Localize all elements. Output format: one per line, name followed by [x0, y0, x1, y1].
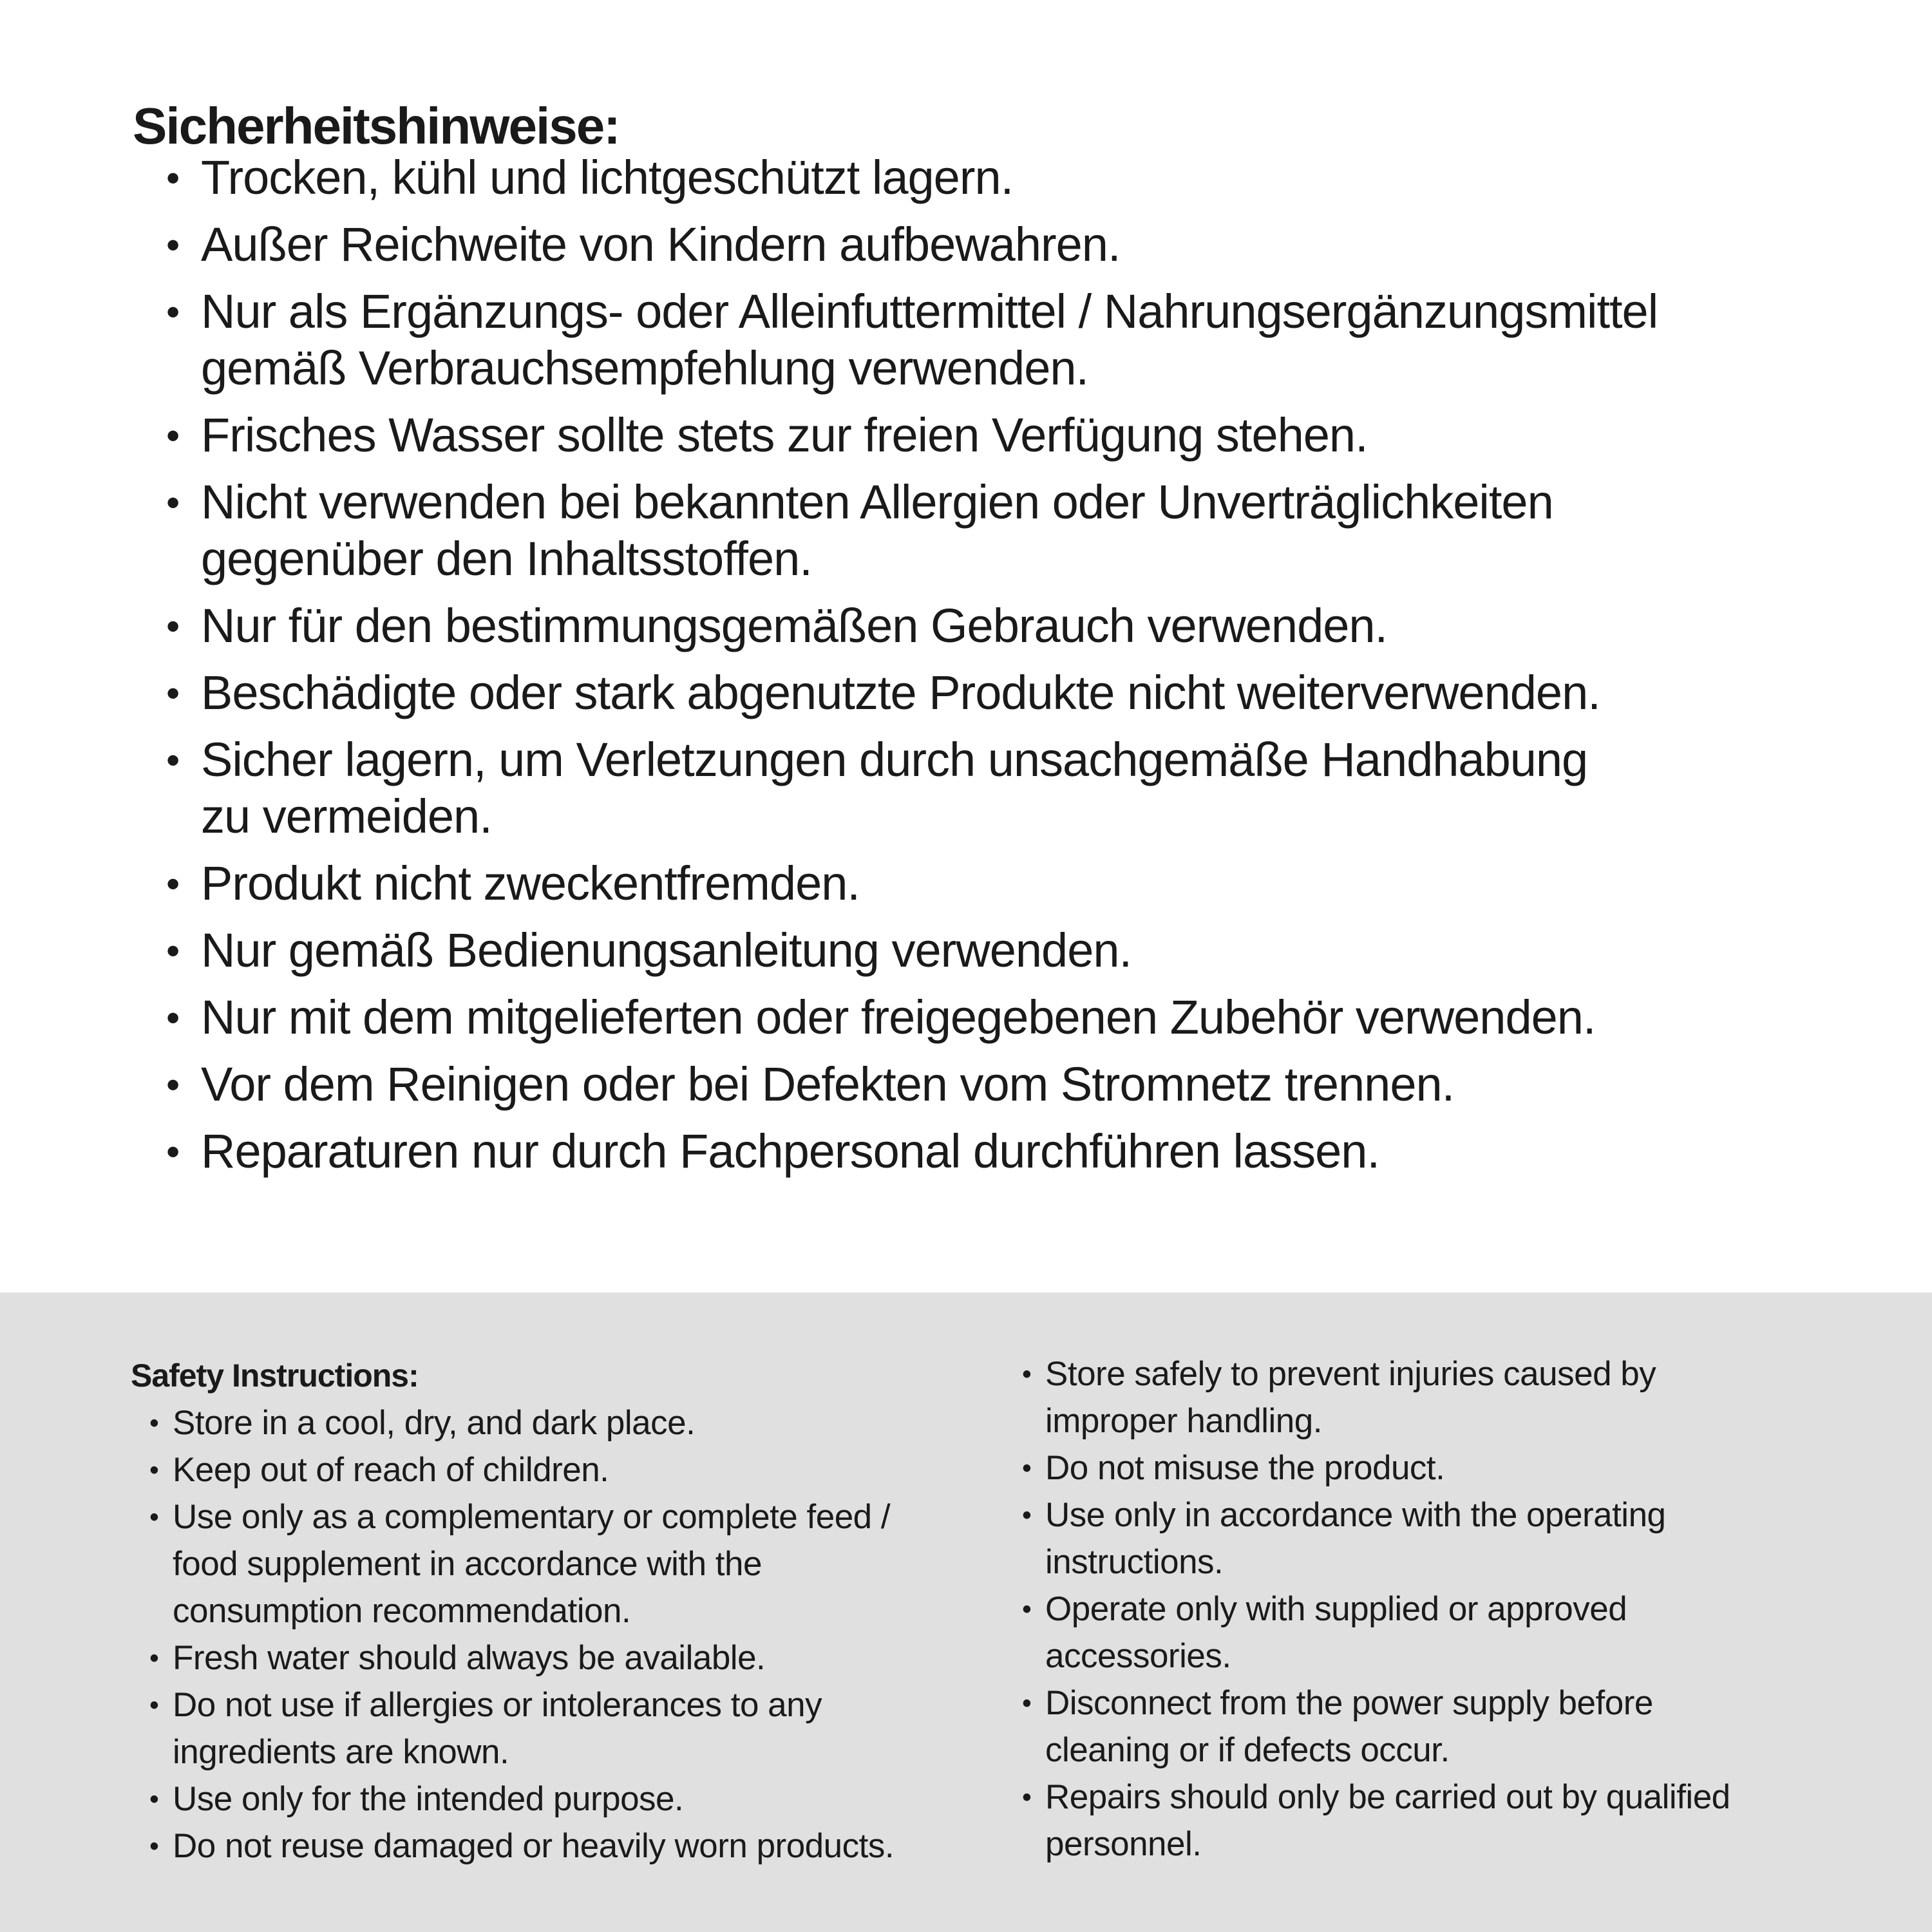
list-item	[201, 216, 1658, 273]
list-item	[201, 283, 1658, 397]
bullet-line: • Nur gemäß Bedienungsanleitung verwenden.	[201, 922, 1658, 979]
bullet-line: • Sicher lagern, um Verletzungen durch unsachgemäße Handhabung	[201, 732, 1658, 788]
bullet-line: • Frisches Wasser sollte stets zur freien Verfügung stehen.	[201, 407, 1658, 464]
list-item	[201, 922, 1658, 979]
wrapped-line: cleaning or if defects occur.	[1045, 1731, 1450, 1769]
wrapped-line: gemäß Verbrauchsempfehlung verwenden.	[201, 341, 1089, 395]
bullet-line: • Keep out of reach of children.	[173, 1446, 894, 1493]
list-item	[173, 1681, 894, 1776]
bullet-line: • Use only for the intended purpose.	[173, 1776, 894, 1823]
list-item	[201, 149, 1658, 206]
bullet-line: • Store safely to prevent injuries caused by	[1045, 1350, 1730, 1397]
bullet-line: • Store in a cool, dry, and dark place.	[173, 1399, 894, 1446]
list-item	[201, 474, 1658, 587]
list-item	[201, 665, 1658, 721]
bullet-line: • Repairs should only be carried out by qualified	[1045, 1774, 1730, 1821]
list-item	[201, 732, 1658, 845]
bullet-line: • Nicht verwenden bei bekannten Allergien oder Unverträglichkeiten	[201, 474, 1658, 531]
english-left-column	[131, 1352, 895, 1870]
list-item	[1045, 1680, 1730, 1774]
german-bullet-list	[201, 149, 1658, 1190]
bullet-line: • Produkt nicht zweckentfremden.	[201, 855, 1658, 912]
bullet-line: • Use only as a complementary or complete feed /	[173, 1493, 894, 1540]
bullet-line: • Do not use if allergies or intolerances to any	[173, 1681, 894, 1728]
list-item	[201, 989, 1658, 1046]
english-heading: Safety Instructions:	[131, 1358, 419, 1394]
list-item	[201, 1123, 1658, 1180]
wrapped-line: instructions.	[1045, 1543, 1224, 1581]
german-heading: Sicherheitshinweise:	[133, 97, 620, 155]
list-item	[173, 1446, 894, 1493]
bullet-line: • Außer Reichweite von Kindern aufbewahren.	[201, 216, 1658, 273]
bullet-line: • Reparaturen nur durch Fachpersonal durchführen lassen.	[201, 1123, 1658, 1180]
list-item	[201, 407, 1658, 464]
wrapped-line: consumption recommendation.	[173, 1592, 631, 1630]
list-item	[1045, 1492, 1730, 1586]
bullet-line: • Trocken, kühl und lichtgeschützt lagern.	[201, 149, 1658, 206]
wrapped-line: ingredients are known.	[173, 1733, 509, 1771]
bullet-line: • Do not misuse the product.	[1045, 1444, 1730, 1492]
bullet-line: • Fresh water should always be available.	[173, 1634, 894, 1681]
wrapped-line: zu vermeiden.	[201, 790, 492, 843]
bullet-line: • Nur als Ergänzungs- oder Alleinfuttermittel / Nahrungsergänzungsmittel	[201, 283, 1658, 340]
bullet-line: • Do not reuse damaged or heavily worn products.	[173, 1823, 894, 1870]
list-item	[173, 1823, 894, 1870]
list-item	[173, 1634, 894, 1681]
wrapped-line: food supplement in accordance with the	[173, 1545, 762, 1583]
wrapped-line: accessories.	[1045, 1637, 1231, 1675]
bullet-line: • Disconnect from the power supply before	[1045, 1680, 1730, 1727]
english-right-column	[1045, 1350, 1730, 1868]
bullet-line: • Vor dem Reinigen oder bei Defekten vom Stromnetz trennen.	[201, 1056, 1658, 1113]
list-item	[173, 1493, 894, 1634]
list-item	[1045, 1444, 1730, 1492]
bullet-line: • Beschädigte oder stark abgenutzte Produkte nicht weiterverwenden.	[201, 665, 1658, 721]
wrapped-line: personnel.	[1045, 1825, 1202, 1863]
list-item	[173, 1776, 894, 1823]
english-section	[0, 1293, 1932, 1932]
list-item	[201, 855, 1658, 912]
wrapped-line: improper handling.	[1045, 1402, 1322, 1440]
list-item	[201, 1056, 1658, 1113]
list-item	[1045, 1774, 1730, 1868]
list-item	[173, 1399, 894, 1446]
bullet-line: • Operate only with supplied or approved	[1045, 1586, 1730, 1633]
bullet-line: • Nur für den bestimmungsgemäßen Gebrauch verwenden.	[201, 598, 1658, 654]
list-item	[201, 598, 1658, 654]
list-item	[1045, 1586, 1730, 1680]
bullet-line: • Nur mit dem mitgelieferten oder freigegebenen Zubehör verwenden.	[201, 989, 1658, 1046]
list-item	[1045, 1350, 1730, 1444]
bullet-line: • Use only in accordance with the operating	[1045, 1492, 1730, 1539]
wrapped-line: gegenüber den Inhaltsstoffen.	[201, 532, 812, 585]
